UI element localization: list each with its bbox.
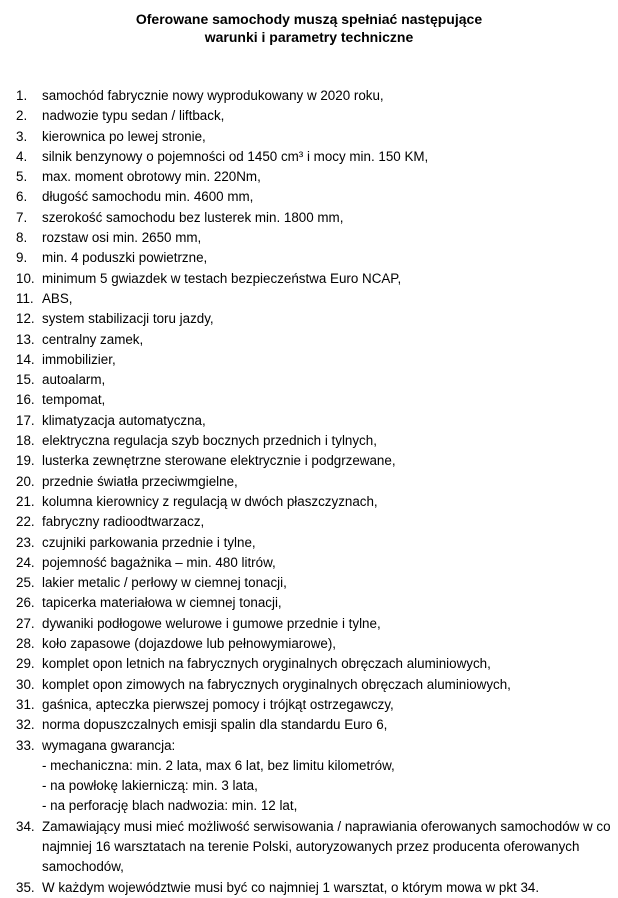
item-text: ABS, <box>42 290 73 306</box>
item-text: wymagana gwarancja: <box>42 737 176 753</box>
item-text: kolumna kierownicy z regulacją w dwóch płaszczyznach, <box>42 493 378 509</box>
title-line-1: Oferowane samochody muszą spełniać następujące <box>135 11 483 27</box>
item-number: 1. <box>16 88 28 103</box>
item-number: 19. <box>16 453 35 469</box>
title-line-2: warunki i parametry techniczne <box>204 29 414 45</box>
item-text: kierownica po lewej stronie, <box>42 128 206 144</box>
item-text: autoalarm, <box>42 372 106 388</box>
item-text: komplet opon letnich na fabrycznych oryginalnych obręczach aluminiowych, <box>42 656 491 672</box>
list-item <box>16 573 612 593</box>
item-text: szerokość samochodu bez lusterek min. 1800 mm, <box>42 209 344 225</box>
item-number: 25. <box>16 575 35 591</box>
list-item <box>16 390 612 410</box>
item-text: W każdym województwie musi być co najmniej 1 warsztat, o którym mowa w pkt 34. <box>42 879 540 895</box>
item-text: silnik benzynowy o pojemności od 1450 cm³ i mocy min. 150 KM, <box>42 148 429 164</box>
item-number: 24. <box>16 554 35 570</box>
item-text: lakier metalic / perłowy w ciemnej tonacji, <box>42 575 287 591</box>
item-number: 31. <box>16 696 35 712</box>
list-item <box>16 228 612 248</box>
item-number: 23. <box>16 534 35 550</box>
list-item <box>16 451 612 471</box>
list-item <box>16 208 612 228</box>
sub-item-text: - mechaniczna: min. 2 lata, max 6 lat, bez limitu kilometrów, <box>42 757 395 773</box>
list-item <box>16 289 612 309</box>
item-text: minimum 5 gwiazdek w testach bezpieczeństwa Euro NCAP, <box>42 270 402 286</box>
list-item <box>16 715 612 735</box>
item-text: długość samochodu min. 4600 mm, <box>42 189 254 205</box>
item-text: lusterka zewnętrzne sterowane elektrycznie i podgrzewane, <box>42 453 396 469</box>
item-text: pojemność bagażnika – min. 480 litrów, <box>42 554 276 570</box>
item-number: 33. <box>16 737 35 753</box>
list-item <box>16 817 612 878</box>
item-number: 2. <box>16 108 28 124</box>
sub-item-text: - na perforację blach nadwozia: min. 12 lat, <box>42 798 298 814</box>
item-number: 21. <box>16 493 35 509</box>
list-item <box>16 654 612 674</box>
sub-item-text: - na powłokę lakierniczą: min. 3 lata, <box>42 778 258 794</box>
item-text: koło zapasowe (dojazdowe lub pełnowymiarowe), <box>42 636 337 652</box>
item-number: 15. <box>16 372 35 388</box>
item-number: 22. <box>16 514 35 530</box>
item-text: samochód fabrycznie nowy wyprodukowany w 2020 roku, <box>42 88 384 103</box>
item-text: norma dopuszczalnych emisji spalin dla standardu Euro 6, <box>42 717 388 733</box>
item-text: elektryczna regulacja szyb bocznych przednich i tylnych, <box>42 433 377 449</box>
item-number: 29. <box>16 656 35 672</box>
item-number: 9. <box>16 250 28 266</box>
list-item <box>16 593 612 613</box>
item-number: 35. <box>16 879 35 895</box>
item-number: 14. <box>16 351 35 367</box>
item-number: 27. <box>16 615 35 631</box>
item-number: 6. <box>16 189 28 205</box>
list-item <box>16 533 612 553</box>
list-item <box>16 675 612 695</box>
item-text: Zamawiający musi mieć możliwość serwisowania / naprawiania oferowanych samochodów w co najmniej 16 warsztatach na terenie Polski, autoryzowanych przez producenta oferowanych samochodów, <box>42 818 611 875</box>
item-number: 26. <box>16 595 35 611</box>
item-number: 7. <box>16 209 28 225</box>
item-number: 32. <box>16 717 35 733</box>
list-item <box>16 411 612 431</box>
list-item <box>16 614 612 634</box>
item-number: 4. <box>16 148 28 164</box>
item-text: centralny zamek, <box>42 331 144 347</box>
list-item <box>16 695 612 715</box>
list-item <box>16 147 612 167</box>
item-text: rozstaw osi min. 2650 mm, <box>42 230 202 246</box>
list-item <box>16 187 612 207</box>
item-number: 34. <box>16 818 35 834</box>
item-number: 20. <box>16 473 35 489</box>
item-number: 11. <box>16 290 34 306</box>
list-item <box>16 878 612 898</box>
item-number: 28. <box>16 636 35 652</box>
list-item <box>16 431 612 451</box>
list-item <box>16 330 612 350</box>
item-text: max. moment obrotowy min. 220Nm, <box>42 169 261 185</box>
list-item <box>16 736 612 817</box>
item-text: tempomat, <box>42 392 106 408</box>
document-title <box>0 10 618 46</box>
list-item <box>16 167 612 187</box>
item-number: 30. <box>16 676 35 692</box>
item-number: 16. <box>16 392 35 408</box>
item-text: dywaniki podłogowe welurowe i gumowe przednie i tylne, <box>42 615 381 631</box>
list-item <box>16 512 612 532</box>
item-number: 10. <box>16 270 35 286</box>
item-number: 13. <box>16 331 35 347</box>
item-text: klimatyzacja automatyczna, <box>42 412 206 428</box>
list-item <box>16 492 612 512</box>
list-item <box>16 269 612 289</box>
item-text: nadwozie typu sedan / liftback, <box>42 108 225 124</box>
item-text: gaśnica, apteczka pierwszej pomocy i trójkąt ostrzegawczy, <box>42 696 394 712</box>
item-text: min. 4 poduszki powietrzne, <box>42 250 208 266</box>
item-number: 3. <box>16 128 28 144</box>
list-item <box>16 86 612 106</box>
item-text: fabryczny radioodtwarzacz, <box>42 514 205 530</box>
list-item <box>16 553 612 573</box>
list-item <box>16 350 612 370</box>
list-item <box>16 309 612 329</box>
item-text: immobilizier, <box>42 351 116 367</box>
item-text: system stabilizacji toru jazdy, <box>42 311 214 327</box>
item-number: 17. <box>16 412 35 428</box>
item-number: 18. <box>16 433 35 449</box>
requirements-list <box>16 86 612 898</box>
item-number: 5. <box>16 169 28 185</box>
list-item <box>16 248 612 268</box>
item-number: 12. <box>16 311 35 327</box>
item-number: 8. <box>16 230 28 246</box>
item-text: czujniki parkowania przednie i tylne, <box>42 534 256 550</box>
item-text: tapicerka materiałowa w ciemnej tonacji, <box>42 595 282 611</box>
list-item <box>16 370 612 390</box>
item-text: komplet opon zimowych na fabrycznych oryginalnych obręczach aluminiowych, <box>42 676 511 692</box>
list-item <box>16 106 612 126</box>
list-item <box>16 634 612 654</box>
item-text: przednie światła przeciwmgielne, <box>42 473 238 489</box>
list-item <box>16 127 612 147</box>
list-item <box>16 472 612 492</box>
